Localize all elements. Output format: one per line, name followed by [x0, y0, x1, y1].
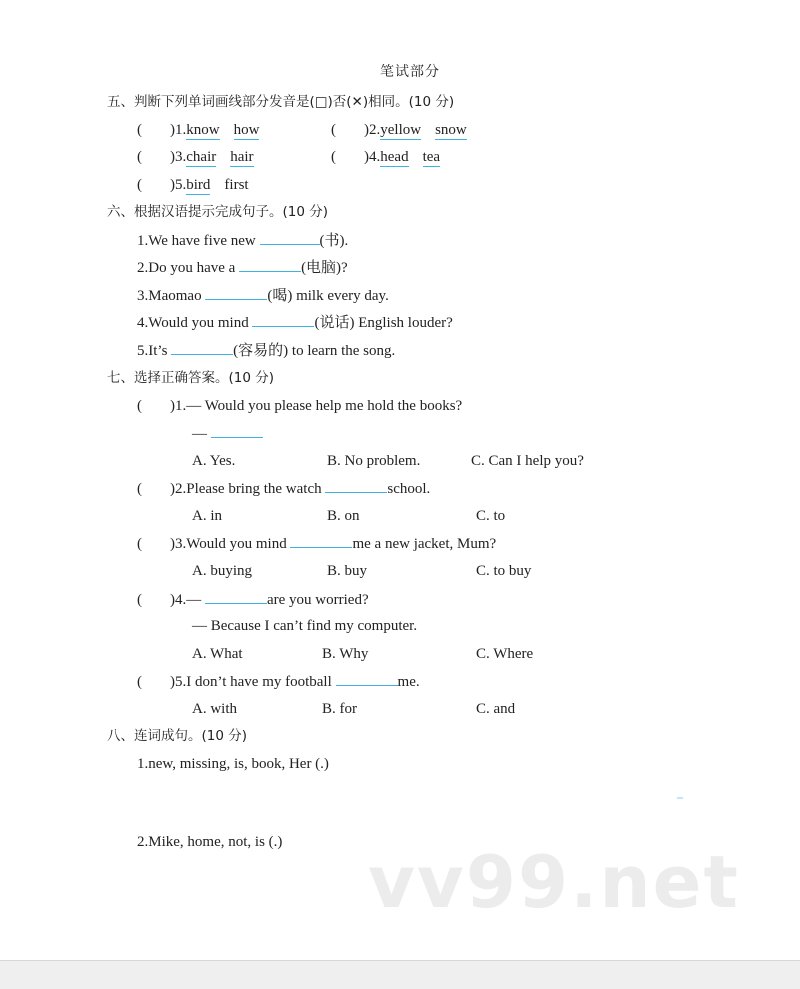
s7-q1-option-c: C. Can I help you? [471, 453, 584, 469]
s7-q3-stem: ( )3.Would you mind me a new jacket, Mum? [137, 533, 496, 554]
s7-q1-option-b: B. No problem. [327, 453, 421, 469]
s8-item-2: 2.Mike, home, not, is (.) [137, 834, 283, 850]
s7-q3-option-a: A. buying [192, 563, 252, 579]
fill-blank[interactable] [260, 230, 320, 245]
section-6-heading: 六、根据汉语提示完成句子。(10 分) [107, 204, 329, 220]
watermark: vv99.net [368, 840, 740, 924]
fill-blank[interactable] [205, 589, 267, 604]
answer-paren[interactable]: ( [137, 122, 142, 138]
fill-blank[interactable] [211, 423, 263, 438]
mark-dot [677, 797, 683, 799]
word-2: tea [422, 149, 441, 165]
s7-q4-stem: ( )4.— are you worried? [137, 589, 369, 610]
s7-q2-option-a: A. in [192, 508, 222, 524]
s7-q5-option-a: A. with [192, 701, 237, 717]
answer-paren[interactable]: ( [137, 398, 142, 414]
s7-q3-option-c: C. to buy [476, 563, 532, 579]
s7-q4-option-a: A. What [192, 646, 243, 662]
fill-blank[interactable] [239, 257, 301, 272]
s7-q1-reply: — [192, 423, 263, 444]
word-1: chair [186, 149, 217, 165]
s7-q4-option-c: C. Where [476, 646, 534, 662]
answer-paren[interactable]: ( [137, 177, 142, 193]
s7-q2-option-b: B. on [327, 508, 360, 524]
s5-item-5: ( )5.bird first [137, 177, 249, 193]
fill-blank[interactable] [252, 312, 314, 327]
s7-q3-option-b: B. buy [327, 563, 368, 579]
fill-blank[interactable] [290, 533, 352, 548]
word-2: snow [435, 122, 467, 138]
s5-item-1: ( )1.know how [137, 122, 260, 138]
word-1: know [186, 122, 220, 138]
s6-item-2: 2.Do you have a (电脑)? [137, 257, 348, 278]
section-8-heading: 八、连词成句。(10 分) [107, 728, 248, 744]
answer-paren[interactable]: ( [137, 674, 142, 690]
word-2: hair [230, 149, 254, 165]
answer-paren[interactable]: ( [331, 122, 336, 138]
word-1: bird [186, 177, 211, 193]
s7-q5-option-b: B. for [322, 701, 357, 717]
word-2: how [233, 122, 260, 138]
s7-q5-stem: ( )5.I don’t have my football me. [137, 671, 420, 692]
s7-q1-option-a: A. Yes. [192, 453, 236, 469]
s6-item-5: 5.It’s (容易的) to learn the song. [137, 340, 395, 361]
fill-blank[interactable] [205, 285, 267, 300]
s8-item-1: 1.new, missing, is, book, Her (.) [137, 756, 329, 772]
s5-item-2: ( )2.yellow snow [331, 122, 467, 138]
s7-q4-reply: — Because I can’t find my computer. [192, 618, 418, 634]
word-2: first [224, 177, 249, 193]
section-7-heading: 七、选择正确答案。(10 分) [107, 370, 275, 386]
word-1: head [380, 149, 409, 165]
s5-item-3: ( )3.chair hair [137, 149, 254, 165]
s6-item-4: 4.Would you mind (说话) English louder? [137, 312, 453, 333]
s7-q2-option-c: C. to [476, 508, 506, 524]
fill-blank[interactable] [171, 340, 233, 355]
fill-blank[interactable] [325, 478, 387, 493]
s7-q1-stem: ( )1.— Would you please help me hold the books? [137, 398, 463, 414]
s5-item-4: ( )4.head tea [331, 149, 441, 165]
s6-item-3: 3.Maomao (喝) milk every day. [137, 285, 389, 306]
answer-paren[interactable]: ( [137, 149, 142, 165]
fill-blank[interactable] [336, 671, 398, 686]
bottom-scroll-strip[interactable] [0, 960, 800, 989]
section-5-heading: 五、判断下列单词画线部分发音是(□)否(✕)相同。(10 分) [107, 94, 455, 110]
s7-q5-option-c: C. and [476, 701, 516, 717]
answer-paren[interactable]: ( [331, 149, 336, 165]
s7-q4-option-b: B. Why [322, 646, 369, 662]
answer-paren[interactable]: ( [137, 536, 142, 552]
s7-q2-stem: ( )2.Please bring the watch school. [137, 478, 430, 499]
page-title: 笔试部分 [380, 65, 440, 80]
answer-paren[interactable]: ( [137, 592, 142, 608]
word-1: yellow [380, 122, 422, 138]
answer-paren[interactable]: ( [137, 481, 142, 497]
s6-item-1: 1.We have five new (书). [137, 230, 348, 251]
